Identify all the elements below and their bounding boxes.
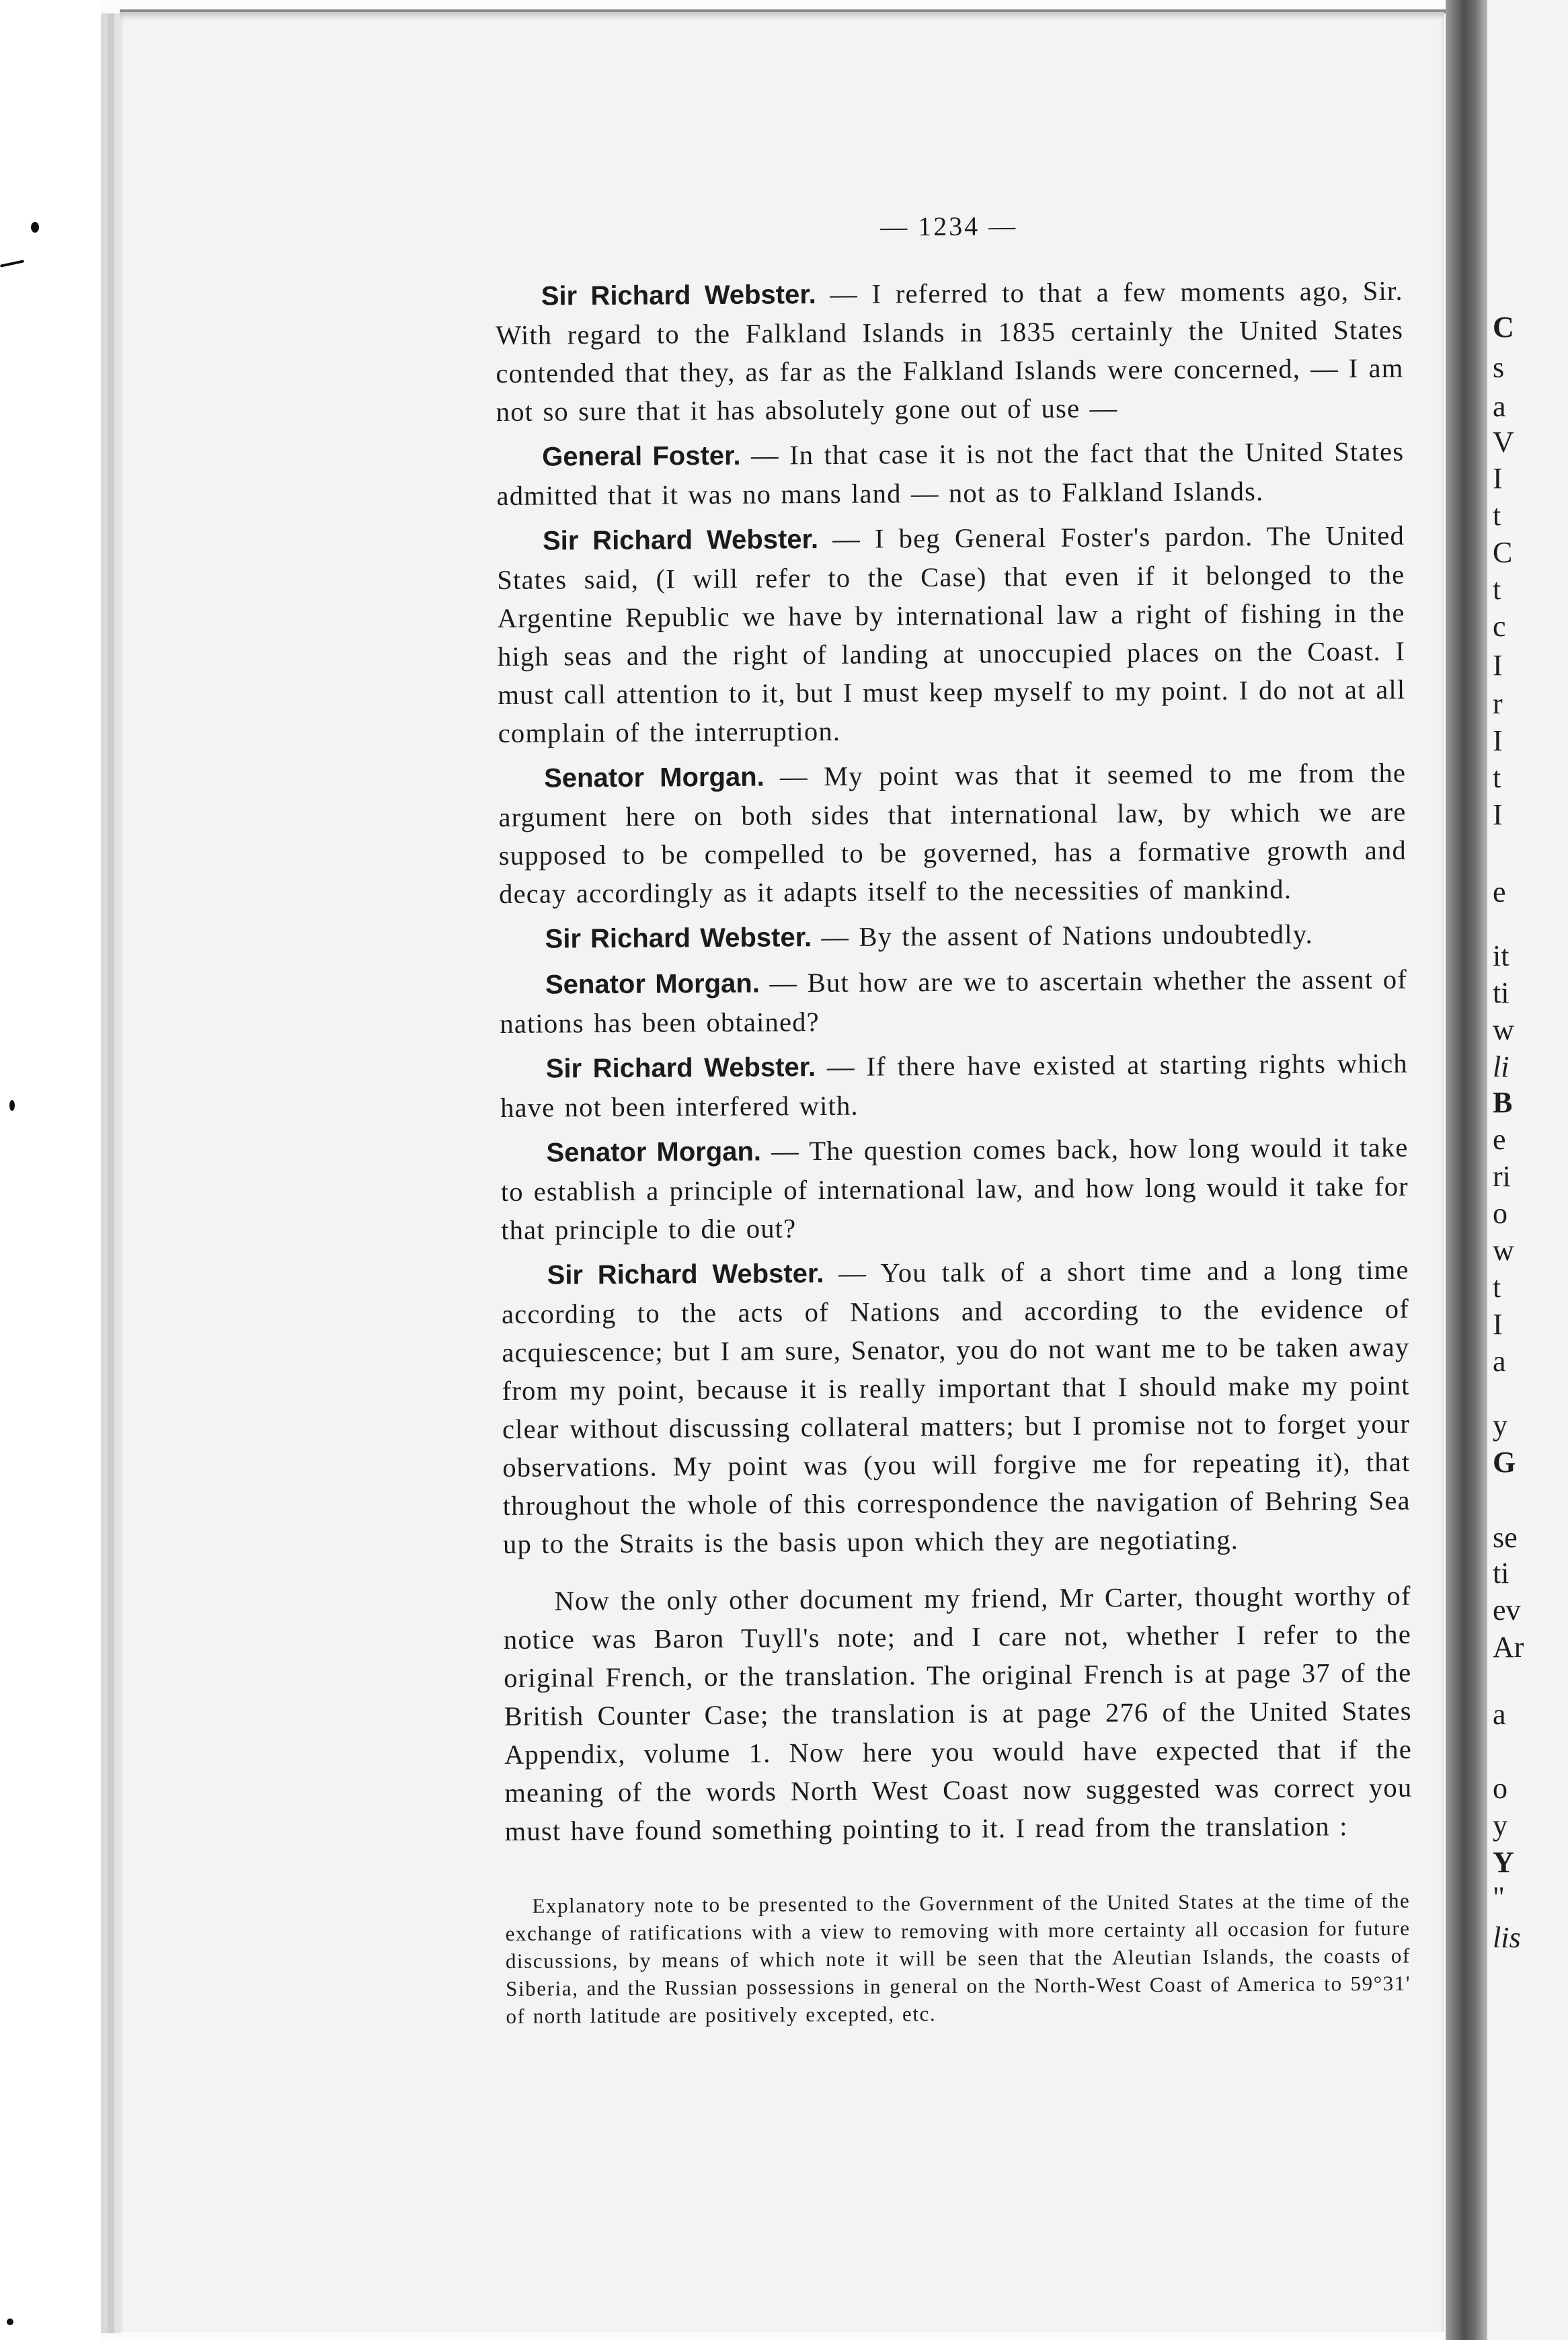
facing-page-fragment: ri xyxy=(1493,1160,1511,1193)
facing-page-fragment: C xyxy=(1493,311,1514,344)
dialogue-paragraph xyxy=(500,1128,1409,1249)
page-stack-edge xyxy=(101,13,108,2333)
speech-text: — I referred to that a few moments ago, Sir. With regard to the Falkland Islands in 1835 certainly the United States contended that they, as far as the Falkland Islands were concerned, — I am not so sure that it has absolutely gone out of use — xyxy=(495,275,1404,427)
page-number: — 1234 — xyxy=(880,210,1018,242)
narrative-paragraph: Now the only other document my friend, Mr Carter, thought worthy of notice was Baron Tuyll's note; and I care not, whether I refer to the original French, or the translation. The original French is at page 37 of the British Counter Case; the translation is at page 276 of the United States Appendix, volume 1. Now here you would have expected that if the meaning of the words North West Coast now suggested was correct you must have found something pointing to it. I read from the translation : xyxy=(503,1580,1413,1846)
speaker-name: Senator Morgan. xyxy=(545,968,760,1000)
facing-page xyxy=(1487,0,1568,2340)
facing-page-fragment: Y xyxy=(1493,1846,1514,1879)
facing-page-fragment: s xyxy=(1493,351,1505,384)
speaker-name: Sir Richard Webster. xyxy=(545,923,812,954)
facing-page-fragment: ti xyxy=(1493,1557,1510,1590)
facing-page-fragment: a xyxy=(1493,1698,1506,1731)
facing-page-fragment: V xyxy=(1493,426,1514,459)
dialogue-paragraph xyxy=(497,516,1406,752)
facing-page-fragment: e xyxy=(1493,875,1506,908)
dialogue-paragraph xyxy=(500,1044,1409,1127)
ink-speck xyxy=(9,1100,15,1111)
facing-page-fragment: t xyxy=(1493,573,1501,606)
quoted-note: Explanatory note to be presented to the Government of the United States at the time of the exchange of ratifications with a view to removing with more certainty all occasion for future discussions, by means of which note it will be seen that the Aleutian Islands, the coasts of Siberia, and the Russian possessions in general on the North-West Coast of America to 59°31' of north latitude are positively excepted, etc. xyxy=(505,1888,1411,2028)
speech-text: — If there have existed at starting rights which have not been interfered with. xyxy=(500,1048,1408,1123)
ink-speck xyxy=(0,260,24,267)
ink-speck xyxy=(31,222,39,233)
facing-page-fragment: o xyxy=(1493,1772,1507,1805)
dialogue-paragraph xyxy=(499,914,1407,959)
facing-page-fragment: y xyxy=(1493,1809,1507,1842)
facing-page-fragment: I xyxy=(1493,798,1503,831)
speaker-name: Senator Morgan. xyxy=(546,1136,762,1168)
facing-page-fragment: r xyxy=(1493,687,1503,720)
facing-page-fragment: ti xyxy=(1493,976,1510,1009)
left-margin xyxy=(0,0,101,2340)
ink-speck xyxy=(7,2318,13,2325)
facing-page-fragment: e xyxy=(1493,1123,1506,1156)
speaker-name: Sir Richard Webster. xyxy=(542,524,819,556)
facing-page-fragment: c xyxy=(1493,610,1506,643)
facing-page-fragment: t xyxy=(1493,761,1501,794)
facing-page-fragment: it xyxy=(1493,939,1510,972)
dialogue-paragraph xyxy=(498,754,1407,913)
page-stack-edge xyxy=(108,13,114,2333)
facing-page-fragment: se xyxy=(1493,1521,1518,1554)
facing-page-fragment: w xyxy=(1493,1013,1514,1046)
speech-text: — I beg General Foster's pardon. The United States said, (I will refer to the Case) that even if it belonged to the Argentine Republic we have by international law a right of fishing in the high seas and the right of landing at unoccupied places on the Coast. I must call attention to it, but I must keep myself to my point. I do not at all complain of the interruption. xyxy=(497,520,1406,748)
facing-page-fragment: ev xyxy=(1493,1594,1521,1627)
speech-text: — The question comes back, how long would it take to establish a principle of international law, and how long would it take for that principle to die out? xyxy=(500,1132,1409,1245)
facing-page-fragment: t xyxy=(1493,499,1501,532)
facing-page-fragment: li xyxy=(1493,1050,1510,1083)
facing-page-fragment: " xyxy=(1493,1881,1505,1914)
speech-text: — You talk of a short time and a long time according to the acts of Nations and according to the evidence of acquiescence; but I am sure, Senator, you do not want me to be taken away from my point, because it is really important that I should make my point clear without discussing collateral matters; but I promise not to forget your observations. My point was (you will forgive me for repeating it), that throughout the whole of this correspondence the navigation of Behring Sea up to the Straits is the basis upon which they are negotiating. xyxy=(501,1254,1411,1559)
speech-text: — In that case it is not the fact that the United States admitted that it was no mans land — not as to Falkland Islands. xyxy=(496,436,1405,511)
facing-page-fragment: a xyxy=(1493,390,1506,423)
facing-page-fragment: a xyxy=(1493,1345,1506,1378)
facing-page-fragment: I xyxy=(1493,462,1503,495)
facing-page-fragment: I xyxy=(1493,649,1503,682)
speaker-name: Senator Morgan. xyxy=(544,762,765,793)
facing-page-fragment: I xyxy=(1493,1308,1503,1341)
facing-page-fragment: o xyxy=(1493,1197,1507,1230)
speaker-name: Sir Richard Webster. xyxy=(547,1259,824,1290)
facing-page-fragment: y xyxy=(1493,1409,1507,1442)
facing-page-fragment: w xyxy=(1493,1234,1514,1267)
dialogue-paragraph xyxy=(496,272,1404,431)
dialogue-paragraph xyxy=(496,432,1405,515)
speech-text: — But how are we to ascertain whether the assent of nations has been obtained? xyxy=(500,964,1408,1039)
speech-text: — My point was that it seemed to me from the argument here on both sides that international law, by which we are supposed to be compelled to be governed, has a formative growth and decay accordingly as it adapts itself to the necessities of mankind. xyxy=(498,757,1407,909)
facing-page-fragment: lis xyxy=(1493,1921,1521,1954)
page-text-block xyxy=(495,207,1413,2030)
speech-text: — By the assent of Nations undoubtedly. xyxy=(821,919,1314,953)
facing-page-fragment: I xyxy=(1493,724,1503,757)
dialogue-paragraph xyxy=(500,960,1408,1043)
speaker-name: General Foster. xyxy=(542,440,741,472)
facing-page-fragment: B xyxy=(1493,1086,1513,1119)
facing-page-fragment: t xyxy=(1493,1271,1501,1304)
speaker-name: Sir Richard Webster. xyxy=(541,280,816,311)
facing-page-fragment: Ar xyxy=(1493,1631,1524,1664)
speaker-name: Sir Richard Webster. xyxy=(545,1052,816,1084)
book-gutter-shadow xyxy=(1446,0,1487,2340)
dialogue-paragraph xyxy=(501,1251,1411,1563)
facing-page-fragment: G xyxy=(1493,1446,1516,1479)
facing-page-fragment: C xyxy=(1493,536,1513,569)
